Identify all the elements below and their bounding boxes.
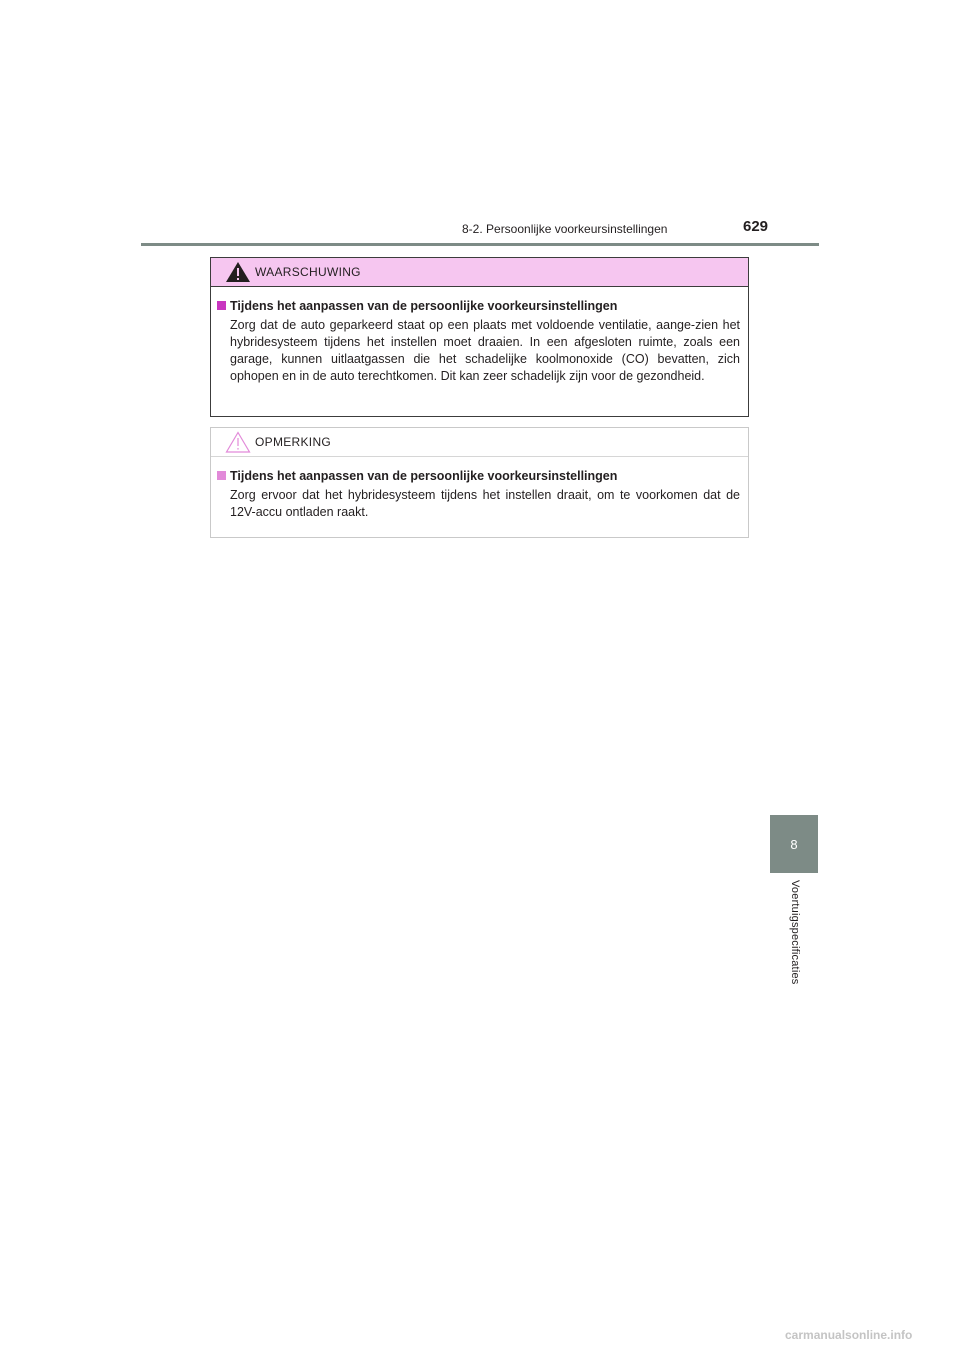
warning-box-header — [211, 258, 748, 287]
note-box-body — [211, 457, 748, 521]
warning-box-body — [211, 287, 748, 385]
page-number: 629 — [743, 218, 769, 235]
note-item-text: Zorg ervoor dat het hybridesysteem tijdens het instellen draait, om te voorkomen dat de 12V-accu ontladen raakt. — [230, 488, 740, 519]
warning-heading-text: Tijdens het aanpassen van de persoonlijke voorkeursinstellingen — [230, 299, 618, 313]
square-bullet-icon — [217, 471, 226, 480]
warning-item-text: Zorg dat de auto geparkeerd staat op een plaats met voldoende ventilatie, aange-zien het hybridesysteem tijdens het instellen moet draaien. In een afgesloten ruimte, zoals een garage, kunnen uitlaatgassen die het schadelijke koolmonoxide (CO) bevatten, zich ophopen en in de auto terechtkomen. Dit kan zeer schadelijk zijn voor de gezondheid. — [230, 318, 740, 383]
square-bullet-icon — [217, 301, 226, 310]
header-divider — [141, 243, 819, 246]
chapter-tab[interactable] — [770, 815, 818, 873]
warning-box-title: WAARSCHUWING — [255, 265, 361, 279]
caution-triangle-outline-icon — [225, 431, 251, 453]
section-title: 8-2. Persoonlijke voorkeursinstellingen — [462, 222, 668, 236]
note-item-heading — [217, 468, 740, 484]
note-box-title: OPMERKING — [255, 435, 332, 449]
chapter-number: 8 — [790, 836, 798, 852]
chapter-title: Voertuigspecificaties — [789, 880, 801, 985]
note-box-header — [211, 428, 748, 457]
warning-box — [210, 257, 749, 417]
watermark: carmanualsonline.info — [785, 1328, 913, 1342]
warning-triangle-icon — [225, 261, 251, 283]
note-box — [210, 427, 749, 538]
warning-item-heading — [217, 298, 740, 314]
note-heading-text: Tijdens het aanpassen van de persoonlijke voorkeursinstellingen — [230, 469, 618, 483]
